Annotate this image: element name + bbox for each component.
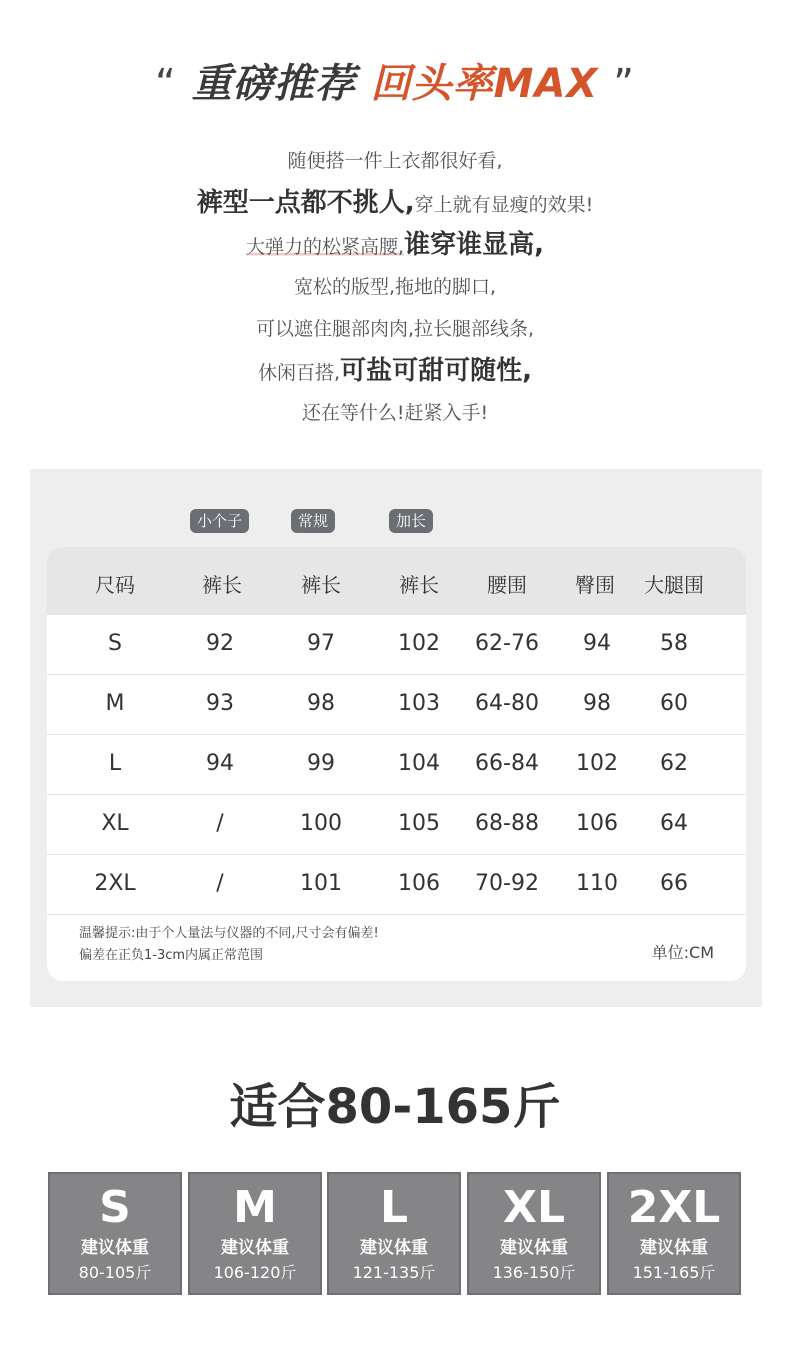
header-thigh: 大腿围: [644, 573, 704, 597]
table-row: [47, 855, 746, 915]
desc-line: [0, 224, 790, 266]
size-note-1: 温馨提示:由于个人量法与仪器的不同,尺寸会有偏差!: [79, 926, 379, 941]
size-box-xl: [467, 1172, 601, 1295]
header-length-petite: 裤长: [202, 573, 242, 597]
tag-long: 加长: [389, 509, 433, 533]
header-waist: 腰围: [487, 573, 527, 597]
size-box-size: M: [233, 1182, 277, 1233]
cell-waist: 62-76: [475, 631, 539, 656]
size-box-s: [48, 1172, 182, 1295]
weight-range-title: 适合80-165斤: [229, 1079, 561, 1135]
cell-thigh: 60: [660, 691, 688, 716]
cell-thigh: 62: [660, 751, 688, 776]
cell-length-petite: 93: [206, 691, 234, 716]
size-box-l: [327, 1172, 461, 1295]
desc-text: 穿上就有显瘦的效果!: [414, 194, 594, 216]
close-quote: ”: [613, 61, 635, 107]
size-box-m: [188, 1172, 322, 1295]
size-box-range: 151-165斤: [632, 1263, 716, 1282]
desc-line: 可以遮住腿部肉肉,拉长腿部线条,: [255, 318, 535, 340]
cell-length-long: 103: [398, 691, 440, 716]
title-part-2: 回头率MAX: [370, 61, 599, 107]
size-box-range: 136-150斤: [492, 1263, 576, 1282]
header-length-regular: 裤长: [301, 573, 341, 597]
table-row: [47, 735, 746, 795]
cell-length-petite: 92: [206, 631, 234, 656]
tag-petite: 小个子: [190, 509, 249, 533]
cell-waist: 70-92: [475, 871, 539, 896]
size-box-range: 106-120斤: [213, 1263, 297, 1282]
cell-hip: 110: [576, 871, 618, 896]
cell-length-petite: 94: [206, 751, 234, 776]
table-row: [47, 675, 746, 735]
desc-strong: 谁穿谁显高,: [404, 230, 544, 260]
cell-length-long: 105: [398, 811, 440, 836]
size-box-size: L: [379, 1182, 409, 1233]
cell-thigh: 66: [660, 871, 688, 896]
cell-length-long: 106: [398, 871, 440, 896]
cell-length-regular: 98: [307, 691, 335, 716]
desc-line: 宽松的版型,拖地的脚口,: [293, 276, 497, 298]
desc-text: 休闲百搭,: [258, 362, 341, 384]
cell-size: L: [108, 751, 122, 776]
size-box-label: 建议体重: [81, 1238, 149, 1258]
size-table: [47, 547, 746, 981]
size-box-label: 建议体重: [640, 1238, 708, 1258]
size-box-label: 建议体重: [500, 1238, 568, 1258]
size-box-2xl: [607, 1172, 741, 1295]
cell-length-regular: 97: [307, 631, 335, 656]
cell-length-regular: 100: [300, 811, 342, 836]
cell-length-long: 102: [398, 631, 440, 656]
cell-length-petite: /: [216, 811, 224, 836]
cell-thigh: 58: [660, 631, 688, 656]
cell-thigh: 64: [660, 811, 688, 836]
cell-size: M: [105, 691, 125, 716]
page-title: [0, 52, 790, 109]
title-part-1: 重磅推荐: [191, 61, 356, 107]
size-box-size: S: [99, 1182, 131, 1233]
desc-strong: 可盐可甜可随性,: [340, 356, 532, 386]
size-box-label: 建议体重: [360, 1238, 428, 1258]
cell-hip: 102: [576, 751, 618, 776]
size-box-size: 2XL: [627, 1182, 721, 1233]
size-note-2: 偏差在正负1-3cm内属正常范围: [79, 948, 264, 963]
cell-size: 2XL: [94, 871, 136, 896]
size-box-range: 80-105斤: [78, 1263, 152, 1282]
desc-line: [0, 182, 790, 224]
cell-length-regular: 101: [300, 871, 342, 896]
cell-hip: 94: [583, 631, 611, 656]
cell-size: S: [108, 631, 122, 656]
open-quote: “: [155, 61, 177, 107]
size-box-range: 121-135斤: [352, 1263, 436, 1282]
cell-length-long: 104: [398, 751, 440, 776]
unit-label: 单位:CM: [651, 943, 714, 962]
desc-text: 大弹力的松紧高腰,: [246, 236, 405, 258]
tag-regular: 常规: [291, 509, 335, 533]
cell-waist: 68-88: [475, 811, 539, 836]
cell-hip: 106: [576, 811, 618, 836]
cell-waist: 64-80: [475, 691, 539, 716]
desc-line: 随便搭一件上衣都很好看,: [287, 150, 503, 172]
header-size: 尺码: [95, 573, 135, 597]
cell-waist: 66-84: [475, 751, 539, 776]
size-box-label: 建议体重: [221, 1238, 289, 1258]
cell-hip: 98: [583, 691, 611, 716]
header-length-long: 裤长: [399, 573, 439, 597]
desc-line: 还在等什么!赶紧入手!: [301, 402, 489, 424]
cell-size: XL: [101, 811, 129, 836]
size-box-size: XL: [503, 1182, 565, 1233]
table-row: [47, 615, 746, 675]
header-hip: 臀围: [575, 573, 615, 597]
desc-line: [0, 350, 790, 392]
table-row: [47, 795, 746, 855]
table-header: [47, 547, 746, 615]
cell-length-petite: /: [216, 871, 224, 896]
description: [0, 140, 790, 434]
cell-length-regular: 99: [307, 751, 335, 776]
desc-strong: 裤型一点都不挑人,: [196, 188, 415, 218]
